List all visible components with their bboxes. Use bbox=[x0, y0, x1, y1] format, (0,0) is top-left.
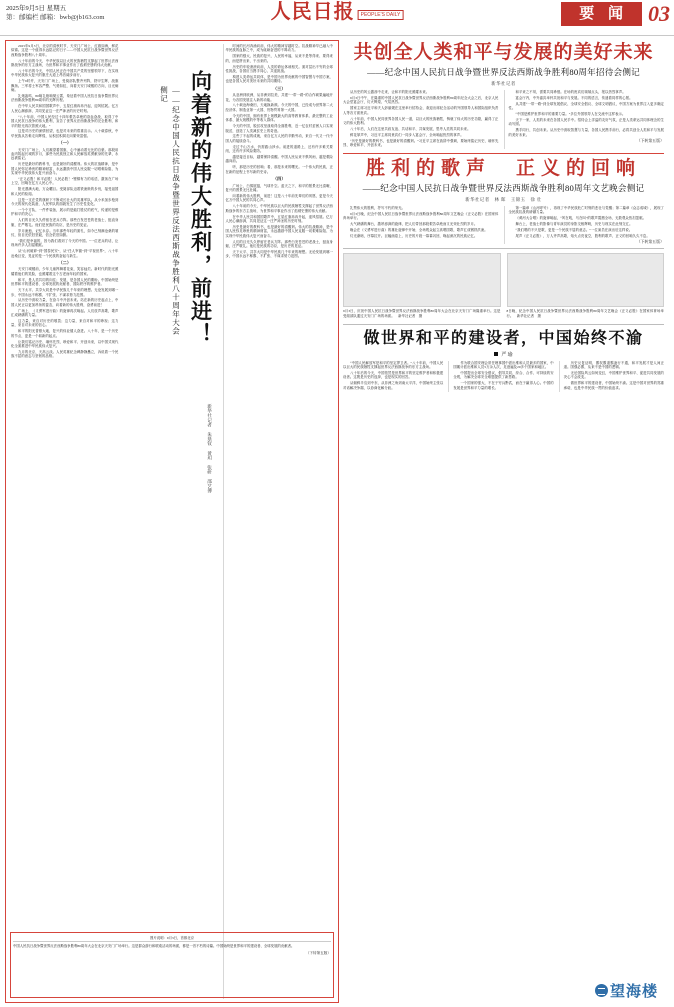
page-body bbox=[0, 36, 674, 1007]
masthead-contact: 第：邮编栏 邮箱：bwb@jb163.com bbox=[6, 14, 105, 21]
article-top-column-1 bbox=[343, 90, 499, 149]
paragraph: “中国是维护世界和平的重要力量。”多位外国领导人在交流中这样表示。 bbox=[515, 112, 626, 117]
paragraph: 从亚洲到欧洲，从非洲到拉美，共建“一带一路”的合作硕果遍地开花，为各国发展注入新的动能。 bbox=[225, 93, 333, 102]
paragraph: 历史是最好的教科书，也是最好的清醒剂。伟大的抗战精神，是中国人民弥足珍贵的精神财富，永远激励中国人民克服一切艰难险阻、为实现中华民族伟大复兴而奋斗。 bbox=[225, 224, 333, 238]
photo-caption-text: 中国人民抗日战争暨世界反法西斯战争胜利80周年大会在北京天安门广场举行。这是群众游行和联欢活动的场面，都是一首不朽的诗篇。中国始终是世界和平的建设者、全球发展的贡献者。 bbox=[13, 944, 295, 948]
paragraph: 礼赞伟大的胜利，抒写不朽的荣光。 bbox=[350, 205, 406, 210]
photo-caption-label: 图片说明：9月3日，首都北京 bbox=[13, 935, 331, 942]
paragraph: 大气磅礴的舞台，激昂澎湃的旋律，把人们带回那段艰苦卓绝而又光荣壮烈的岁月。 bbox=[350, 222, 478, 227]
paragraph: 今天的中国，拥有世界上规模最大的高等教育体系、最完整的工业体系、最大规模的中等收入群体。 bbox=[225, 113, 333, 123]
section-badge: 要 闻 bbox=[561, 2, 642, 26]
paragraph: “正义必胜！和平必胜！人民必胜！”铿锵有力的话语，激荡在广场上空，回响在亿万人民心中。 bbox=[11, 177, 119, 186]
page-number: 03 bbox=[648, 1, 670, 26]
paragraph: 天安门城楼前，少年儿童挥舞着花束，笑容灿烂。新时代的阳光照耀着他们的笑脸，也照耀着这个古老而年轻的国家。 bbox=[11, 267, 119, 276]
paragraph: “八十年前，中国人民经过十四年艰苦卓绝的浴血奋战，取得了中国人民抗日战争的伟大胜利，宣告了世界反法西斯战争的完全胜利，和平的阳光再次普照大地。” bbox=[11, 114, 119, 128]
feature-subhead: （四） bbox=[272, 176, 286, 182]
commentary-headline: 做世界和平的建设者，中国始终不渝 bbox=[363, 329, 644, 347]
article-mid-deck: ——纪念中国人民抗日战争暨世界反法西斯战争胜利80周年文艺晚会侧记 bbox=[362, 182, 645, 193]
paragraph: 这力量，来自对历史的敬畏；这力量，来自对和平的珍视；这力量，来自对未来的信心。 bbox=[11, 319, 119, 328]
paragraph: “我们是幸福的，因为我们看到了今天的中国。”一位老兵的话，让现场许多人泪湿眼眶。 bbox=[11, 238, 119, 248]
paragraph: 历史是最好的教科书，也是最好的清醒剂。伟大的抗战精神，是中国人民弥足珍贵的精神财富，永远激励中国人民克服一切艰难险阻、为实现中华民族伟大复兴而奋斗。 bbox=[11, 162, 119, 176]
paragraph: 广场上，《义勇军进行曲》的旋律再次响起。人们放声高歌，歌声汇成磅礴的力量。 bbox=[11, 308, 119, 318]
paragraph: 舞台上，老战士的影像与青年演员的身影交相辉映，历史与现实在此刻交汇。 bbox=[515, 222, 633, 227]
paragraph: 晚会在《义勇军进行曲》的雄壮旋律中开始，全场观众起立高唱国歌，歌声汇成钢铁洪流。 bbox=[350, 228, 488, 233]
article-top-headline: 共创全人类和平与发展的美好未来 bbox=[353, 42, 654, 63]
paragraph: 八十年后，人们在这里共叙友谊、共话和平、共谋发展，思考人类的共同未来。 bbox=[350, 126, 471, 131]
masthead bbox=[0, 0, 674, 36]
feature-photo-caption-box bbox=[10, 932, 334, 998]
paragraph: 携手同行，共创未来。从历史中汲取智慧与力量，各国人民携手前行，必将共创全人类和平与发展的美好未来。 bbox=[508, 128, 664, 137]
paragraph: 宴会厅内，中外嘉宾举杯共祝和平与发展。不同的语言，传递着同样的心愿。 bbox=[515, 95, 633, 100]
paragraph: 向着新的伟大胜利，前进！这是八十年前先辈们的夙愿，更是今天亿万中国人民的共同心声。 bbox=[225, 193, 333, 203]
masthead-section-area bbox=[561, 2, 670, 26]
right-column bbox=[343, 40, 664, 1007]
paragraph: 9月3日中午，在隆重的中国人民抗日战争暨世界反法西斯战争胜利80周年纪念大会之后，北京人民大会堂宴会厅，灯火辉煌、气氛热烈。 bbox=[343, 95, 499, 105]
paragraph: 国家主席习近平和夫人彭丽媛在这里举行招待会，欢迎出席纪念活动的外国领导人和国际组织负责人等各方面贵宾。 bbox=[343, 106, 499, 115]
feature-article bbox=[5, 40, 339, 1003]
newspaper-name-en: PEOPLE'S DAILY bbox=[358, 10, 404, 20]
paragraph: 从历史的风云激荡中走来，让和平的阳光照耀未来。 bbox=[350, 90, 430, 94]
article-top-deck: ——纪念中国人民抗日战争暨世界反法西斯战争胜利80周年招待会侧记 bbox=[367, 67, 640, 77]
paragraph: 从“山河破碎”到“国泰民安”，从“任人宰割”到“平视世界”，八十年沧桑巨变，见证的是一个民族的奋起与新生。 bbox=[11, 249, 119, 258]
paragraph: 无论国际风云如何变幻，中国维护世界和平、促进共同发展的决心不会改变。 bbox=[563, 370, 664, 380]
paragraph: 历史的车轮滚滚向前，人类的命运休戚相关。面对层出不穷的全球性挑战，各国应当携手同心、共迎挑战。 bbox=[225, 64, 333, 74]
paragraph: “历史是最好的教科书，也是最好的清醒剂。”习近平主席在致辞中强调，要始终铭记历史、缅怀先烈、珍爱和平、开创未来。 bbox=[343, 138, 499, 148]
paragraph: 天下一家，人类的未来在各国人民手中。招待会上洋溢的友好气氛，正是人类命运共同体理念的生动写照。 bbox=[508, 118, 664, 127]
feature-subhead: （三） bbox=[272, 85, 286, 91]
paragraph: 九月的北京，天高云淡。人民英雄纪念碑静静矗立，诉说着一个民族不屈的意志与坚韧的品格。 bbox=[11, 349, 119, 359]
article-top bbox=[343, 42, 664, 149]
article-mid-column-2 bbox=[504, 206, 665, 244]
paragraph: 做世界和平的建设者，中国始终不渝。这是中国对世界的郑重承诺，也是中华民族一贯的价值追求。 bbox=[563, 381, 664, 390]
paragraph: 一个国家的强大，不在于穷兵黔武，而在于赢得人心。中国的发展是世界和平力量的增长。 bbox=[453, 381, 554, 390]
paragraph: 天下太平、共享大同是中华民族几千年来的理想。无论发展到哪一步，中国永远不称霸、不扩张、不谋求势力范围。 bbox=[225, 249, 333, 259]
paragraph: 中国提出全球安全倡议，倡导共同、综合、合作、可持续的安全观，为解决全球安全难题提供了新思路。 bbox=[453, 370, 554, 380]
paragraph: 八十年前的今天，中华民族以巨大的民族牺牲支撑起了世界反法西斯战争的东方主战场，为世界和平事业作出了彪炳史册的伟大贡献。 bbox=[11, 58, 119, 68]
paragraph: 一个个方队，一件件装备，展示的是能打胜仗的底气，传递的是维护和平的决心。 bbox=[11, 208, 119, 217]
photo-caption-text: 9月3日，庆祝中国人民抗日战争暨世界反法西斯战争胜利80周年大会在北京天安门广场隆重举行。这是受阅部队通过天安门广场的场面。 新华社记者 摄 bbox=[343, 309, 501, 318]
paragraph: 作为联合国安理会常任理事国中派出维和人员最多的国家，中国累计派出维和人员5万余人次，足迹遍及20多个国家和地区。 bbox=[453, 360, 554, 370]
feature-subhead: （二） bbox=[58, 260, 72, 266]
paragraph: 尾声《正义必胜》，万人齐声高歌，焰火点亮夜空，胜利的歌声、正义的回响久久不息。 bbox=[515, 234, 650, 238]
paragraph: 和平来之不易，需要共同珍惜。在场的贵宾们频频点头，报以热烈掌声。 bbox=[515, 90, 626, 94]
paragraph: 和平的阳光普照大地，复兴的伟业催人奋进。八十年，是一个历史的节点，更是一个崭新的起点。 bbox=[11, 329, 119, 338]
news-photo-left bbox=[343, 253, 501, 307]
paragraph: 上午9时许，天安门广场上，受阅部队整齐列阵，铁甲生辉，战旗飘扬。三军将士军容严整、气势如虹，向着天安门城楼的方向，目光炯炯。 bbox=[11, 79, 119, 93]
paragraph: 从共建“一带一路”到全球发展倡议、全球安全倡议、全球文明倡议，中国方案为世界注入更多确定性。 bbox=[508, 101, 664, 111]
paragraph: 《黄河大合唱》的旋律响起，“风在吼，马在叫”的歌声震撼全场，无数观众热泪盈眶。 bbox=[515, 216, 647, 221]
paragraph: 八十年后的今天，中国依然是世界和平的坚定维护者和积极建设者。这既是历史的选择，也是现实的回答。 bbox=[343, 370, 444, 380]
jump-note: （下转第五版） bbox=[636, 239, 664, 244]
article-mid-headline: 胜利的歌声 正义的回响 bbox=[365, 157, 641, 179]
paragraph: 时间的长河奔涌向前，伟大的精神穿越时空。抗战精神早已融入中华民族的血脉之中，成为砥砺奋进的不竭动力。 bbox=[225, 44, 333, 53]
paragraph: 八十年前的今天，中华民族以巨大的民族牺牲支撑起了世界反法西斯战争的东方主战场，为世界和平事业作出了彪炳史册的伟大贡献。 bbox=[225, 204, 333, 213]
column-logo bbox=[595, 980, 658, 1001]
paragraph: 岁月流逝，记忆永存。当年那些年轻的面孔，如今已刻满沧桑的皱纹，但目光依旧坚毅，信念依旧如磐。 bbox=[11, 228, 119, 238]
divider bbox=[343, 248, 664, 249]
paragraph: 9月3日晚，纪念中国人民抗日战争暨世界反法西斯战争胜利80周年文艺晚会《正义必胜》在国家体育场举行。 bbox=[343, 211, 499, 221]
photo-row bbox=[343, 253, 664, 319]
paragraph: “中国人民解放军是和平的坚定捍卫者。”八十年前，中国人民以巨大的民族牺牲支撑起世界反法西斯战争的东方主战场。 bbox=[343, 360, 444, 370]
paragraph: 天下太平、共享大同是中华民族几千年来的理想。无论发展到哪一步，中国永远不称霸、不扩张、不谋求势力范围。 bbox=[11, 288, 119, 297]
paragraph: 八十年前，中国人民同世界各国人民一道，以巨大的民族牺牲，铸就了伟大的历史功勋，赢得了正义的伟大胜利。 bbox=[343, 116, 499, 125]
paragraph: 这是一支在党的旗帜下不断成长壮大的英雄军队。从小米加步枪到今天的现代化装备，人民军队的面貌发生了历史性变化。 bbox=[11, 197, 119, 207]
paragraph: 这是对历史的深情回望，也是对未来的郑重宣示。八十载春秋，中华民族从苦难走向辉煌，从积贫积弱走向繁荣富强。 bbox=[11, 129, 119, 138]
masthead-info bbox=[6, 4, 104, 22]
news-photo-right bbox=[507, 253, 665, 307]
feature-subhead: （一） bbox=[58, 140, 72, 146]
paragraph: 人们的目光久久停留在老兵方阵。那些白发苍苍的老战士，挺直身躯，庄严敬礼。他们是民族的功臣，是历史的见证。 bbox=[11, 218, 119, 227]
paragraph: 走过千山万水，仍需跋山涉水。前进的道路上，还有许多难关要闯，还有许多风险要防。 bbox=[225, 144, 333, 154]
feature-headline-block bbox=[124, 44, 220, 999]
divider bbox=[343, 324, 664, 325]
paragraph: 灯光渐暗，序幕拉开。巨幅画卷上，历史的片段一幕幕闪回，唤起深沉的民族记忆。 bbox=[350, 234, 478, 238]
newspaper-name: 人民日报 bbox=[270, 1, 355, 23]
paragraph: 人们的目光久久停留在老兵方阵。那些白发苍苍的老战士，挺直身躯，庄严敬礼。他们是民族的功臣，是历史的见证。 bbox=[225, 239, 333, 248]
feature-text-column-2 bbox=[223, 44, 336, 999]
article-mid-column-1 bbox=[343, 206, 499, 244]
paragraph: 构建人类命运共同体，是中国为世界贡献的中国智慧与中国方案，也是各国人民对美好未来的共同期待。 bbox=[225, 74, 333, 84]
paragraph: 八十年后的今天，中国人民正在中国共产党的坚强领导下，在实现中华民族伟大复兴的康庄大道上昂首阔步前行。 bbox=[11, 69, 119, 78]
commentary-column-2 bbox=[448, 361, 553, 392]
square-bullet-icon bbox=[494, 352, 498, 356]
paragraph: 历史反复证明，霸权霸道霸凌行不通，和平发展才是人间正道。国强必霸，从来不是中国的逻辑。 bbox=[563, 360, 664, 370]
jump-note: （下转第五版） bbox=[636, 138, 664, 143]
paragraph: 从朝鲜半岛到中东，从非洲之角到南太平洋，中国始终主张以对话解决争端、以协商化解分歧。 bbox=[343, 381, 444, 390]
commentary-article bbox=[343, 329, 664, 392]
newspaper-logo bbox=[271, 2, 404, 22]
paragraph: 这些了不起的成就，来自亿万人民的辛勤劳动，来自一代又一代中国人的接续奋斗。 bbox=[225, 134, 333, 143]
paragraph: 在中华人民共和国国歌声中，五星红旗冉冉升起，迎风招展。亿万人民心潮澎湃，共同见证这一庄严神圣的历史时刻。 bbox=[11, 104, 119, 113]
commentary-column-1 bbox=[343, 361, 443, 392]
feature-subtitle: ——纪念中国人民抗日战争暨世界反法西斯战争胜利八十周年大会侧记 bbox=[159, 86, 181, 336]
article-top-byline: 新华社记者 bbox=[491, 81, 516, 86]
paragraph: 今天的中国，脱贫攻坚战取得全面胜利，近一亿农村贫困人口实现脱贫，创造了人类减贫史上的奇迹。 bbox=[225, 124, 333, 133]
article-top-column-2 bbox=[504, 90, 665, 149]
paragraph: 阳光洒满大地，万众瞩目。受阅部队迈着铁流般的步伐，接受祖国和人民的检阅。 bbox=[11, 187, 119, 196]
article-mid bbox=[343, 158, 664, 244]
paragraph: 八十载沧海桑田，天地换新颜。今天的中国，已经成为世界第二大经济体、制造业第一大国、货物贸易第一大国。 bbox=[225, 103, 333, 112]
paragraph: 鲜花掌声中，习近平主席同贵宾们一同步入宴会厅，全场响起热烈的掌声。 bbox=[350, 132, 464, 137]
paragraph: 第一篇章《山河呼号》，再现了中华民族危亡时刻的悲壮与觉醒；第二篇章《众志成城》，展现了全民族抗战的磅礴力量。 bbox=[508, 205, 664, 215]
jump-note: （下转第五版） bbox=[305, 950, 331, 955]
article-mid-byline: 新华社记者 林 晖 王锦玉 徐 壮 bbox=[465, 196, 542, 202]
column-logo-text: 望海楼 bbox=[609, 984, 658, 1000]
feature-byline: 新华社记者 朱基钗 黄玥 张研 邵艺博 bbox=[207, 404, 213, 493]
paragraph: 2025年9月3日，北京的清秋时节，天安门广场上，红旗如海，鲜花似锦。这是一个值得永远铭记的日子——中国人民抗日战争暨世界反法西斯战争胜利八十周年。 bbox=[11, 44, 119, 57]
paragraph: 听，那是历史的回响；看，那是未来的曙光。一个伟大的民族，正在新的征程上书写新的史诗。 bbox=[225, 165, 333, 174]
paragraph: “我们唱的不只是歌，更是一个民族不屈的意志。”一位演员在演出后这样说。 bbox=[515, 228, 633, 233]
commentary-column-3 bbox=[559, 361, 664, 392]
commentary-author-name: 严 瑜 bbox=[501, 352, 513, 358]
paragraph: 广场上，白鸽展翅，气球升空。蓝天之下，和平的愿景无比清晰，复兴的图景无比壮阔。 bbox=[225, 183, 333, 192]
divider bbox=[343, 153, 664, 154]
wave-circle-icon bbox=[595, 984, 608, 997]
paragraph: 和平，是人类共同的向往；发展，是各国人民的期盼。中国始终是世界和平的建设者、全球发展的贡献者、国际秩序的维护者。 bbox=[11, 277, 119, 287]
paragraph: 天安门广场上，人们凝望着国旗，心中涌动着无比的自豪。那段用血肉筑起长城的岁月，那些为民族独立和人民解放英勇献身的先辈，永远被铭记。 bbox=[11, 147, 119, 161]
paragraph: 国家的强大、民族的复兴、人民的幸福，从来不是等得来、要得来的，而是拼出来、干出来的。 bbox=[225, 54, 333, 63]
paragraph: 在中华人民共和国国歌声中，五星红旗冉冉升起，迎风招展。亿万人民心潮澎湃，共同见证这一庄严神圣的历史时刻。 bbox=[225, 214, 333, 223]
left-column bbox=[5, 40, 339, 1007]
paragraph: 从历史中汲取力量，在奋斗中开创未来。站在新的历史起点上，中国人民正以更加昂扬的姿态，向着新的伟大胜利，奋勇前进！ bbox=[11, 298, 119, 307]
masthead-date: 2025年9月5日 星期五 bbox=[6, 5, 67, 12]
photo-caption-text: 8日晚，纪念中国人民抗日战争暨世界反法西斯战争胜利80周年文艺晚会《正义必胜》在国家体育场举行。 新华社记者 摄 bbox=[506, 309, 664, 318]
commentary-author bbox=[343, 351, 664, 358]
feature-title: 向着新的伟大胜利，前进！ bbox=[188, 70, 213, 346]
paragraph: 让我们铭记历史、缅怀先烈、珍爱和平、开创未来，以中国式现代化全面推进中华民族伟大复兴。 bbox=[11, 339, 119, 349]
paragraph: 礼炮轰鸣，80响礼炮响彻云霄，象征着中国人民抗日战争暨世界反法西斯战争胜利80周年的光辉历程。 bbox=[11, 94, 119, 103]
feature-text-column-1 bbox=[9, 44, 121, 999]
paragraph: 越是接近目标，越要保持清醒。中国人民从来不惧风雨，越是艰险越向前。 bbox=[225, 155, 333, 164]
